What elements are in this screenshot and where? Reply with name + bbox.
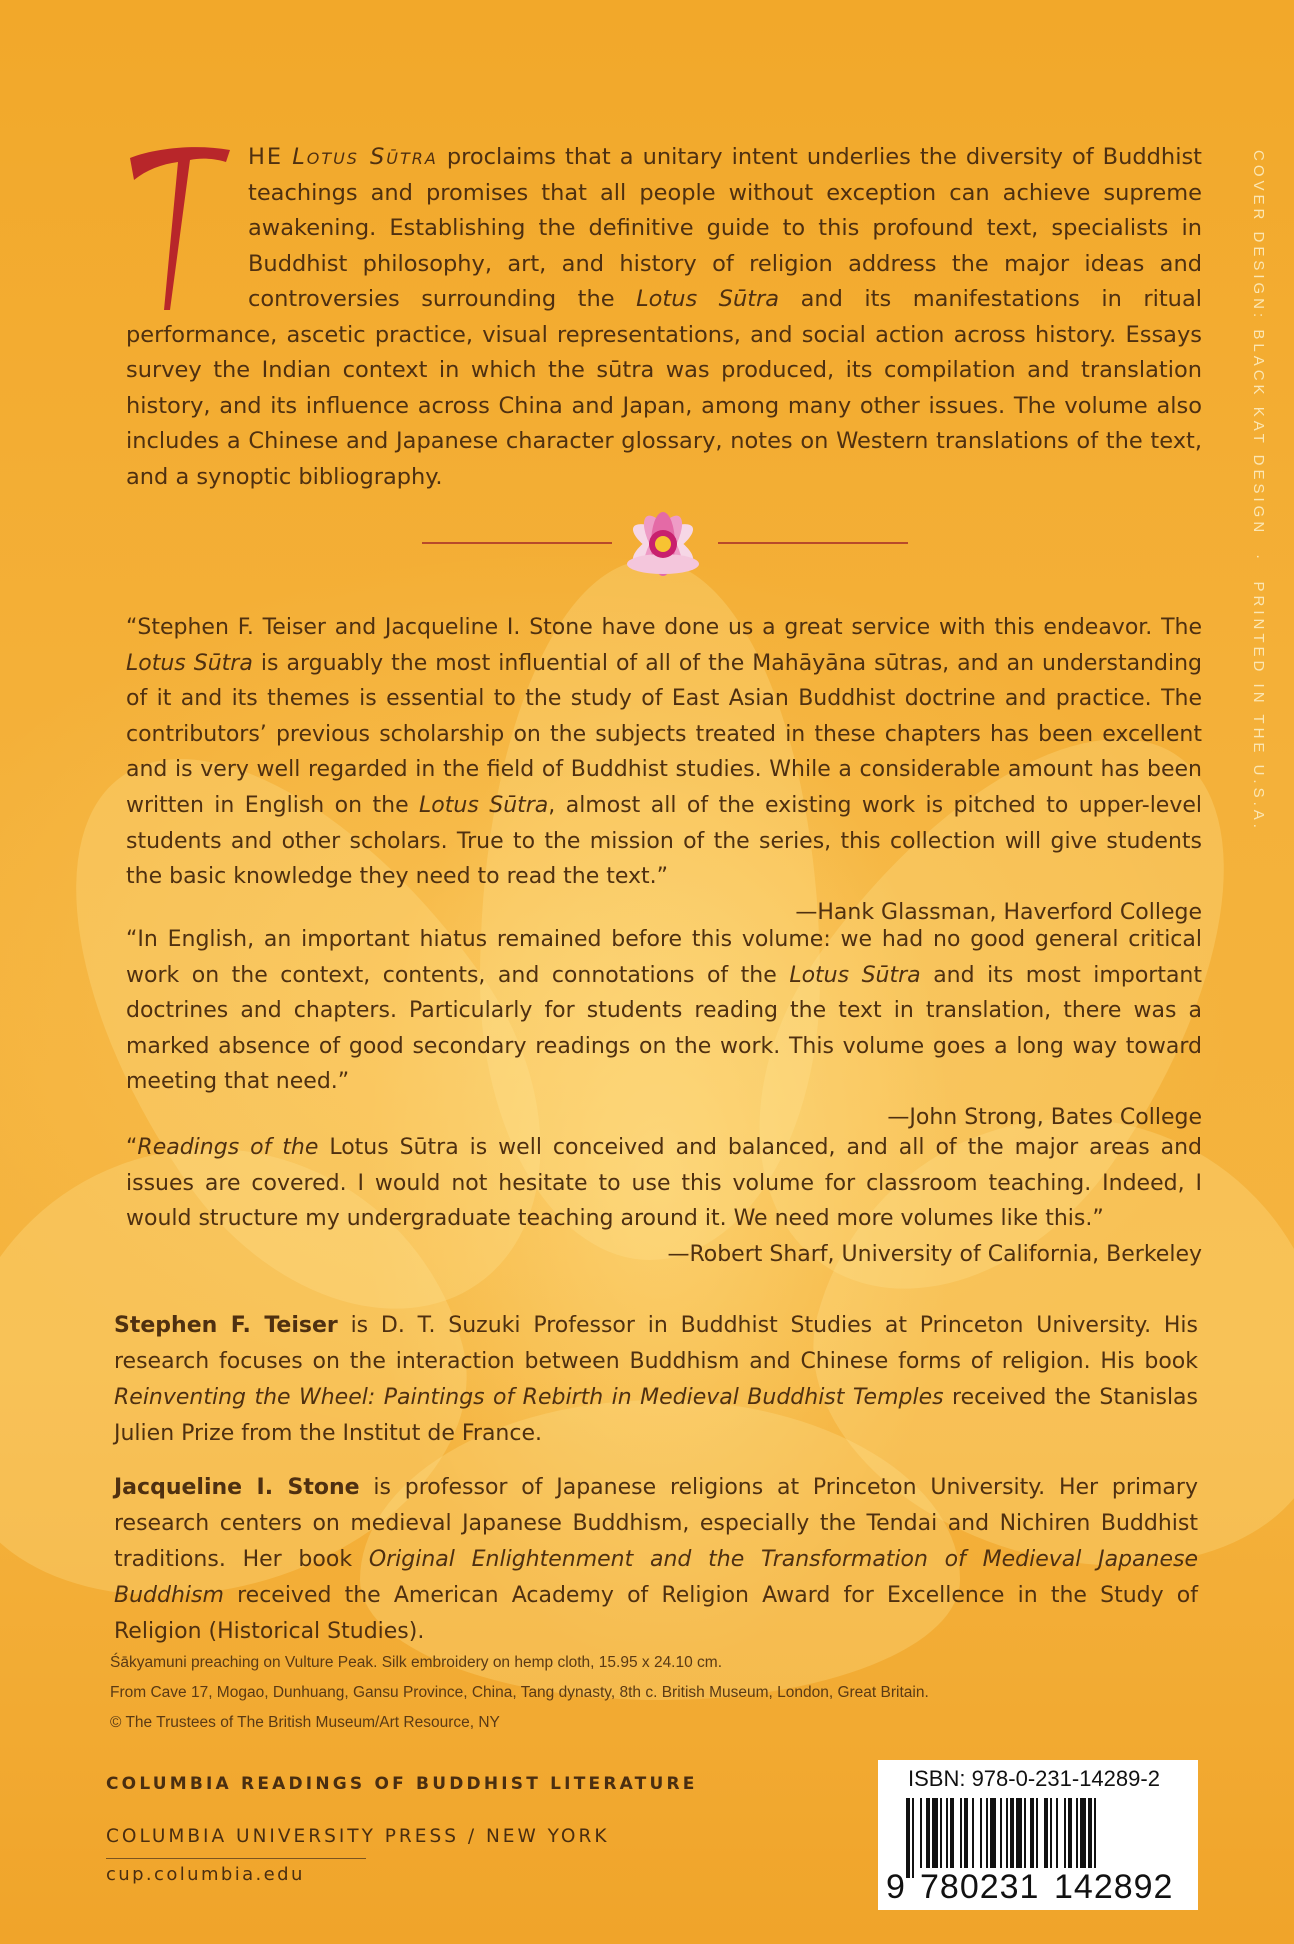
barcode-bar [1094,1798,1096,1878]
barcode-bar [1006,1798,1008,1878]
bio-name: Stephen F. Teiser [114,1313,338,1338]
bio-teiser [114,1308,1198,1452]
intro-text-1: proclaims that a unitary intent underlies the diversity of Buddhist teachings and promises that all people without exception can achieve supreme awakening. Establishing the definitive guide to this profound text, specialists in Buddhist philosophy, art, and history of religion address the major ideas and controversies surrounding the [248,144,1202,312]
barcode-bar [986,1798,988,1868]
isbn-barcode [878,1760,1198,1910]
credit-line: Śākyamuni preaching on Vulture Peak. Silk embroidery on hemp cloth, 15.95 x 24.10 cm. [110,1654,723,1671]
bio-name: Jacqueline I. Stone [114,1475,360,1500]
barcode-bar [912,1798,914,1878]
barcode-bar [972,1798,974,1868]
barcode-bar [1064,1798,1066,1868]
spine-separator: · [1250,546,1267,572]
bio-text: is D. T. Suzuki Professor in Buddhist Studies at Princeton University. His research focuses on the interaction between Buddhism and Chinese forms of religion. His book [114,1313,1198,1374]
barcode-bar [1056,1798,1058,1868]
barcode-digits-right: 142892 [1054,1868,1174,1906]
barcode-bar [932,1798,938,1868]
quote-attribution: —Hank Glassman, Haverford College [795,899,1202,925]
quote-attribution: —John Strong, Bates College [887,1104,1202,1130]
barcode-digit-first: 9 [886,1868,906,1906]
endorsement-sharf [126,1130,1202,1272]
barcode-bar [1010,1798,1014,1868]
printed-in-credit: PRINTED IN THE U.S.A. [1250,581,1267,832]
barcode-bar [964,1798,968,1868]
barcode-bar [1088,1798,1092,1868]
bio-book-title: Original Enlightenment and the Transformation of Medieval Japanese Buddhism [114,1547,1198,1608]
ornament-line-right [718,542,908,544]
book-description [126,140,1202,495]
barcode-bar [1030,1798,1034,1868]
bio-book-title: Reinventing the Wheel: Paintings of Rebirth in Medieval Buddhist Temples [114,1385,944,1410]
barcode-bar [1036,1798,1038,1868]
endorsement-strong [126,922,1202,1136]
intro-text-2: and its manifestations in ritual performance, ascetic practice, visual representations, and social action across history. Essays survey the Indian context in which the sūtra was produced, its compilation and translation history, and its influence across China and Japan, among many other issues. The volume also includes a Chinese and Japanese character glossary, notes on Western translations of the text, and a synoptic bibliography. [126,286,1202,490]
series-name: COLUMBIA READINGS OF BUDDHIST LITERATURE [106,1774,698,1794]
barcode-bar [946,1798,948,1868]
barcode-bar [1024,1798,1026,1868]
barcode-bar [960,1798,962,1868]
ornament-line-left [422,542,612,544]
barcode-bar [906,1798,910,1878]
quote-text: and its most important doctrines and chapters. Particularly for students reading the text in translation, there was a marked absence of good secondary readings on the work. This volume goes a long way toward meeting that need.” [126,962,1202,1095]
credit-line: © The Trustees of The British Museum/Art Resource, NY [110,1714,500,1731]
quote-text: “Stephen F. Teiser and Jacqueline I. Stone have done us a great service with this endeavor. The [126,615,1202,640]
publisher-name: COLUMBIA UNIVERSITY PRESS / NEW YORK [106,1826,610,1847]
bio-stone [114,1470,1198,1650]
quote-text: “In English, an important hiatus remained before this volume: we had no good general critical work on the context, contents, and connotations of the [126,927,1202,988]
barcode-bar [1080,1798,1086,1868]
barcode-bar [1050,1798,1052,1868]
drop-cap-T [126,140,234,310]
barcode-bar [920,1798,922,1868]
credit-line: From Cave 17, Mogao, Dunhuang, Gansu Province, China, Tang dynasty, 8th c. British Museum, London, Great Britain. [110,1684,929,1701]
publisher-url: cup.columbia.edu [106,1864,305,1885]
intro-lead: HE [248,144,284,170]
barcode-bar [1000,1798,1002,1868]
barcode-bar [1044,1798,1048,1868]
image-credits [110,1648,1110,1738]
barcode-bar [950,1798,954,1868]
quote-title: Lotus Sūtra [126,650,253,676]
bio-text: received the Stanislas Julien Prize from the Institut de France. [114,1385,1198,1446]
quote-title: Readings of the [137,1135,319,1160]
spine-credits [1250,150,1267,832]
quote-text: is well conceived and balanced, and all of the major areas and issues are covered. I would not hesitate to use this volume for classroom teaching. Indeed, I would structure my undergraduate teaching around it. We need more volumes like this.” [126,1135,1202,1232]
bio-text: received the American Academy of Religion Award for Excellence in the Study of Religion (Historical Studies). [114,1583,1198,1644]
barcode-bar [1076,1798,1078,1868]
quote-title-roman: Lotus Sūtra [329,1135,459,1160]
quote-attribution: —Robert Sharf, University of California, Berkeley [667,1241,1202,1267]
quote-title: Lotus Sūtra [419,792,549,818]
drop-cap-glyph [126,140,234,310]
quote-title: Lotus Sūtra [789,962,921,988]
barcode-bar [980,1798,982,1868]
publisher-divider [106,1858,366,1859]
barcode-bar [990,1798,996,1868]
quote-text: , almost all of the existing work is pitched to upper-level students and other scholars. True to the mission of the series, this collection will give students the basic knowledge they need to read the text.” [126,792,1203,890]
lotus-ornament [418,498,908,588]
intro-title: Lotus Sūtra [292,144,438,170]
barcode-bar [1068,1798,1072,1868]
barcode-bar [926,1798,930,1868]
endorsement-glassman [126,610,1202,930]
lotus-flower-icon [608,492,718,588]
intro-title-2: Lotus Sūtra [636,286,780,312]
barcode-bar [940,1798,942,1868]
barcode-bars [906,1798,1174,1878]
quote-text: is arguably the most influential of all of the Mahāyāna sūtras, and an understanding of it and its themes is essential to the study of East Asian Buddhist doctrine and practice. The contributors’ previous scholarship on the subjects treated in these chapters has been excellent and is very well regarded in the field of Buddhist studies. While a considerable amount has been written in English on the [126,650,1202,818]
barcode-bar [1016,1798,1022,1868]
cover-design-credit: COVER DESIGN: BLACK KAT DESIGN [1250,150,1267,537]
quote-open-mark: “ [126,1135,138,1160]
bio-text: is professor of Japanese religions at Princeton University. Her primary research centers on medieval Japanese Buddhism, especially the Tendai and Nichiren Buddhist traditions. Her book [114,1475,1198,1572]
barcode-digits-left: 780231 [920,1868,1040,1906]
isbn-label: ISBN: 978-0-231-14289-2 [908,1766,1160,1791]
